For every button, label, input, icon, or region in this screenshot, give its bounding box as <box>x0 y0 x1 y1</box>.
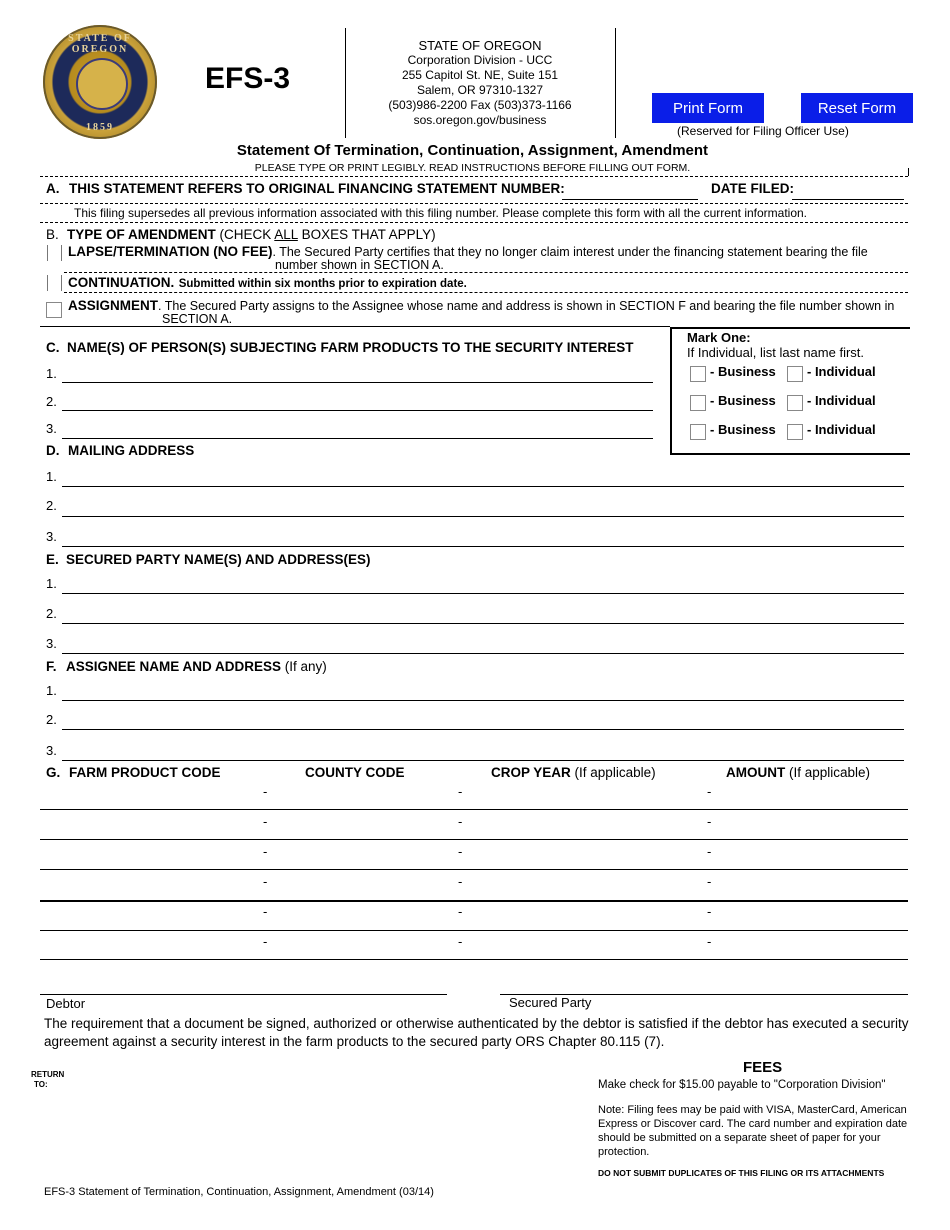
secured-party-input-3[interactable] <box>62 653 904 654</box>
footer-form-id: EFS-3 Statement of Termination, Continuation, Assignment, Amendment (03/14) <box>44 1186 434 1198</box>
instructions: PLEASE TYPE OR PRINT LEGIBLY. READ INSTRUCTIONS BEFORE FILLING OUT FORM. <box>254 162 691 174</box>
assignment-checkbox[interactable] <box>46 302 62 318</box>
section-d-letter: D. <box>46 443 60 458</box>
print-form-button[interactable]: Print Form <box>652 93 764 123</box>
fees-check-text: Make check for $15.00 payable to "Corporation Division" <box>598 1079 886 1091</box>
amount-heading <box>726 765 870 780</box>
section-b-sub: (CHECK <box>219 227 275 242</box>
assignee-input-2[interactable] <box>62 729 904 730</box>
authentication-statement: The requirement that a document be signed, authorized or otherwise authenticated by the debtor is satisfied if the debtor has executed a security agreement against a security interest in the farm products to the secured party ORS Chapter 80.115 (7). <box>44 1016 909 1049</box>
agency-street: 255 Capitol St. NE, Suite 151 <box>401 68 559 82</box>
row3-individual-checkbox[interactable] <box>787 424 803 440</box>
table-cell-dash: - <box>263 784 268 799</box>
table-cell-dash: - <box>263 844 268 859</box>
table-cell-dash: - <box>458 844 463 859</box>
debtor-signature-line[interactable] <box>40 994 447 995</box>
lapse-text-cont: number shown in SECTION A. <box>275 258 444 272</box>
line-number: 2. <box>46 394 57 409</box>
form-code-title: EFS-3 <box>205 62 291 95</box>
line-number: 3. <box>46 636 57 651</box>
return-to-l1: RETURN <box>31 1070 65 1079</box>
header-divider-left <box>345 28 346 138</box>
assignee-input-1[interactable] <box>62 700 904 701</box>
divider <box>40 203 908 204</box>
amount-suffix: (If applicable) <box>789 765 871 780</box>
line-number: 2. <box>46 498 57 513</box>
lapse-checkbox[interactable] <box>47 245 62 261</box>
line-number: 1. <box>46 469 57 484</box>
continuation-option <box>68 274 467 292</box>
section-g-letter: G. <box>46 765 61 780</box>
continuation-label: CONTINUATION. <box>68 275 175 290</box>
section-d-label: MAILING ADDRESS <box>68 443 195 458</box>
row2-business-label: - Business <box>710 393 776 408</box>
agency-phone: (503)986-2200 Fax (503)373-1166 <box>388 98 572 112</box>
line-number: 3. <box>46 421 57 436</box>
row3-individual-label: - Individual <box>807 422 876 437</box>
section-b-heading <box>67 227 436 242</box>
section-a-letter: A. <box>46 181 60 196</box>
agency-city: Salem, OR 97310-1327 <box>416 83 544 97</box>
agency-address-block <box>350 38 610 128</box>
county-code-header: COUNTY CODE <box>305 765 405 780</box>
section-e-label: SECURED PARTY NAME(S) AND ADDRESS(ES) <box>66 552 371 567</box>
assignment-text: . The Secured Party assigns to the Assignee whose name and address is shown in SECTION F and bearing the file number shown in <box>158 299 895 313</box>
divider <box>64 272 908 273</box>
row2-business-checkbox[interactable] <box>690 395 706 411</box>
section-f-suffix: (If any) <box>284 659 327 674</box>
mailing-address-input-2[interactable] <box>62 516 904 517</box>
reset-form-button[interactable]: Reset Form <box>801 93 913 123</box>
assignment-label: ASSIGNMENT <box>68 298 159 313</box>
header-divider-right <box>615 28 616 138</box>
financing-statement-number-input[interactable] <box>562 199 698 200</box>
table-row[interactable] <box>40 930 908 931</box>
table-cell-dash: - <box>458 814 463 829</box>
divider <box>40 222 908 223</box>
agency-website: sos.oregon.gov/business <box>413 113 547 127</box>
table-cell-dash: - <box>263 814 268 829</box>
agency-name: STATE OF OREGON <box>418 38 542 53</box>
table-cell-dash: - <box>458 934 463 949</box>
table-row[interactable] <box>40 959 908 960</box>
row1-individual-label: - Individual <box>807 364 876 379</box>
row3-business-checkbox[interactable] <box>690 424 706 440</box>
table-row[interactable] <box>40 809 908 810</box>
table-cell-dash: - <box>707 814 712 829</box>
section-b-label: TYPE OF AMENDMENT <box>67 227 216 242</box>
seal-year: 1859 <box>86 122 114 133</box>
mailing-address-input-3[interactable] <box>62 546 904 547</box>
seal-top-text: STATE OF OREGON <box>68 33 132 55</box>
crop-year-header: CROP YEAR <box>491 765 571 780</box>
lapse-option <box>68 244 868 259</box>
table-cell-dash: - <box>263 904 268 919</box>
assignment-option <box>68 298 894 313</box>
line-number: 3. <box>46 529 57 544</box>
mark-one-title: Mark One: <box>687 330 751 345</box>
fees-title: FEES <box>743 1059 783 1076</box>
table-cell-dash: - <box>458 874 463 889</box>
supersede-note: This filing supersedes all previous information associated with this filing number. Please complete this form with all the current information. <box>74 206 808 220</box>
secured-party-input-1[interactable] <box>62 593 904 594</box>
line-number: 3. <box>46 743 57 758</box>
section-b-sub-end: BOXES THAT APPLY) <box>297 227 436 242</box>
table-cell-dash: - <box>458 904 463 919</box>
assignee-input-3[interactable] <box>62 760 904 761</box>
crop-year-heading <box>491 765 656 780</box>
table-row[interactable] <box>40 900 908 902</box>
row2-individual-checkbox[interactable] <box>787 395 803 411</box>
section-b-letter: B. <box>46 227 59 242</box>
divider <box>40 176 908 177</box>
section-f-letter: F. <box>46 659 57 674</box>
debtor-signature-label: Debtor <box>46 996 86 1011</box>
table-row[interactable] <box>40 839 908 840</box>
duplicates-warning: DO NOT SUBMIT DUPLICATES OF THIS FILING OR ITS ATTACHMENTS <box>598 1168 885 1178</box>
table-row[interactable] <box>40 869 908 870</box>
line-number: 1. <box>46 366 57 381</box>
table-cell-dash: - <box>707 844 712 859</box>
continuation-text: Submitted within six months prior to expiration date. <box>178 278 467 290</box>
agency-division: Corporation Division - UCC <box>407 53 553 67</box>
section-f-label: ASSIGNEE NAME AND ADDRESS <box>66 659 282 674</box>
return-to-l2: TO: <box>34 1080 48 1089</box>
line-number: 2. <box>46 606 57 621</box>
table-cell-dash: - <box>707 904 712 919</box>
reserved-note: (Reserved for Filing Officer Use) <box>677 124 849 138</box>
debtor-name-input-2[interactable] <box>62 410 653 411</box>
table-cell-dash: - <box>707 784 712 799</box>
table-cell-dash: - <box>263 874 268 889</box>
table-cell-dash: - <box>707 934 712 949</box>
lapse-text: . The Secured Party certifies that they no longer claim interest under the financing statement bearing the file <box>272 245 868 259</box>
row1-business-label: - Business <box>710 364 776 379</box>
section-f-heading <box>66 659 327 674</box>
line-number: 1. <box>46 683 57 698</box>
return-to-label <box>31 1070 64 1090</box>
date-filed-label: DATE FILED: <box>711 181 794 196</box>
row3-business-label: - Business <box>710 422 776 437</box>
row1-business-checkbox[interactable] <box>690 366 706 382</box>
farm-product-code-header: FARM PRODUCT CODE <box>69 765 221 780</box>
fees-note: Note: Filing fees may be paid with VISA, MasterCard, American Express or Discover card. The card number and expiration date should be submitted on a separate sheet of paper for your protection. <box>598 1104 908 1158</box>
section-e-letter: E. <box>46 552 59 567</box>
debtor-name-input-1[interactable] <box>62 382 653 383</box>
lapse-label: LAPSE/TERMINATION (NO FEE) <box>68 244 273 259</box>
seal-center <box>76 58 128 110</box>
continuation-checkbox[interactable] <box>47 275 62 291</box>
mark-one-subtitle: If Individual, list last name first. <box>687 345 865 360</box>
section-c-label: NAME(S) OF PERSON(S) SUBJECTING FARM PRODUCTS TO THE SECURITY INTEREST <box>67 340 634 355</box>
line-number: 1. <box>46 576 57 591</box>
secured-party-signature-label: Secured Party <box>509 995 592 1010</box>
secured-party-input-2[interactable] <box>62 623 904 624</box>
amount-header: AMOUNT <box>726 765 786 780</box>
table-cell-dash: - <box>707 874 712 889</box>
form-title: Statement Of Termination, Continuation, Assignment, Amendment <box>236 142 709 159</box>
line-number: 2. <box>46 712 57 727</box>
state-seal-logo <box>43 25 157 139</box>
section-c-letter: C. <box>46 340 60 355</box>
section-a-label: THIS STATEMENT REFERS TO ORIGINAL FINANCING STATEMENT NUMBER: <box>69 181 565 196</box>
date-filed-input[interactable] <box>792 199 904 200</box>
row1-individual-checkbox[interactable] <box>787 366 803 382</box>
section-b-sub-all: ALL <box>274 227 298 242</box>
assignment-text-cont: SECTION A. <box>162 312 233 326</box>
row2-individual-label: - Individual <box>807 393 876 408</box>
crop-year-suffix: (If applicable) <box>574 765 656 780</box>
divider-tick <box>908 168 909 176</box>
table-cell-dash: - <box>458 784 463 799</box>
divider <box>40 326 670 327</box>
debtor-name-input-3[interactable] <box>62 438 653 439</box>
mailing-address-input-1[interactable] <box>62 486 904 487</box>
divider <box>64 292 908 293</box>
table-cell-dash: - <box>263 934 268 949</box>
